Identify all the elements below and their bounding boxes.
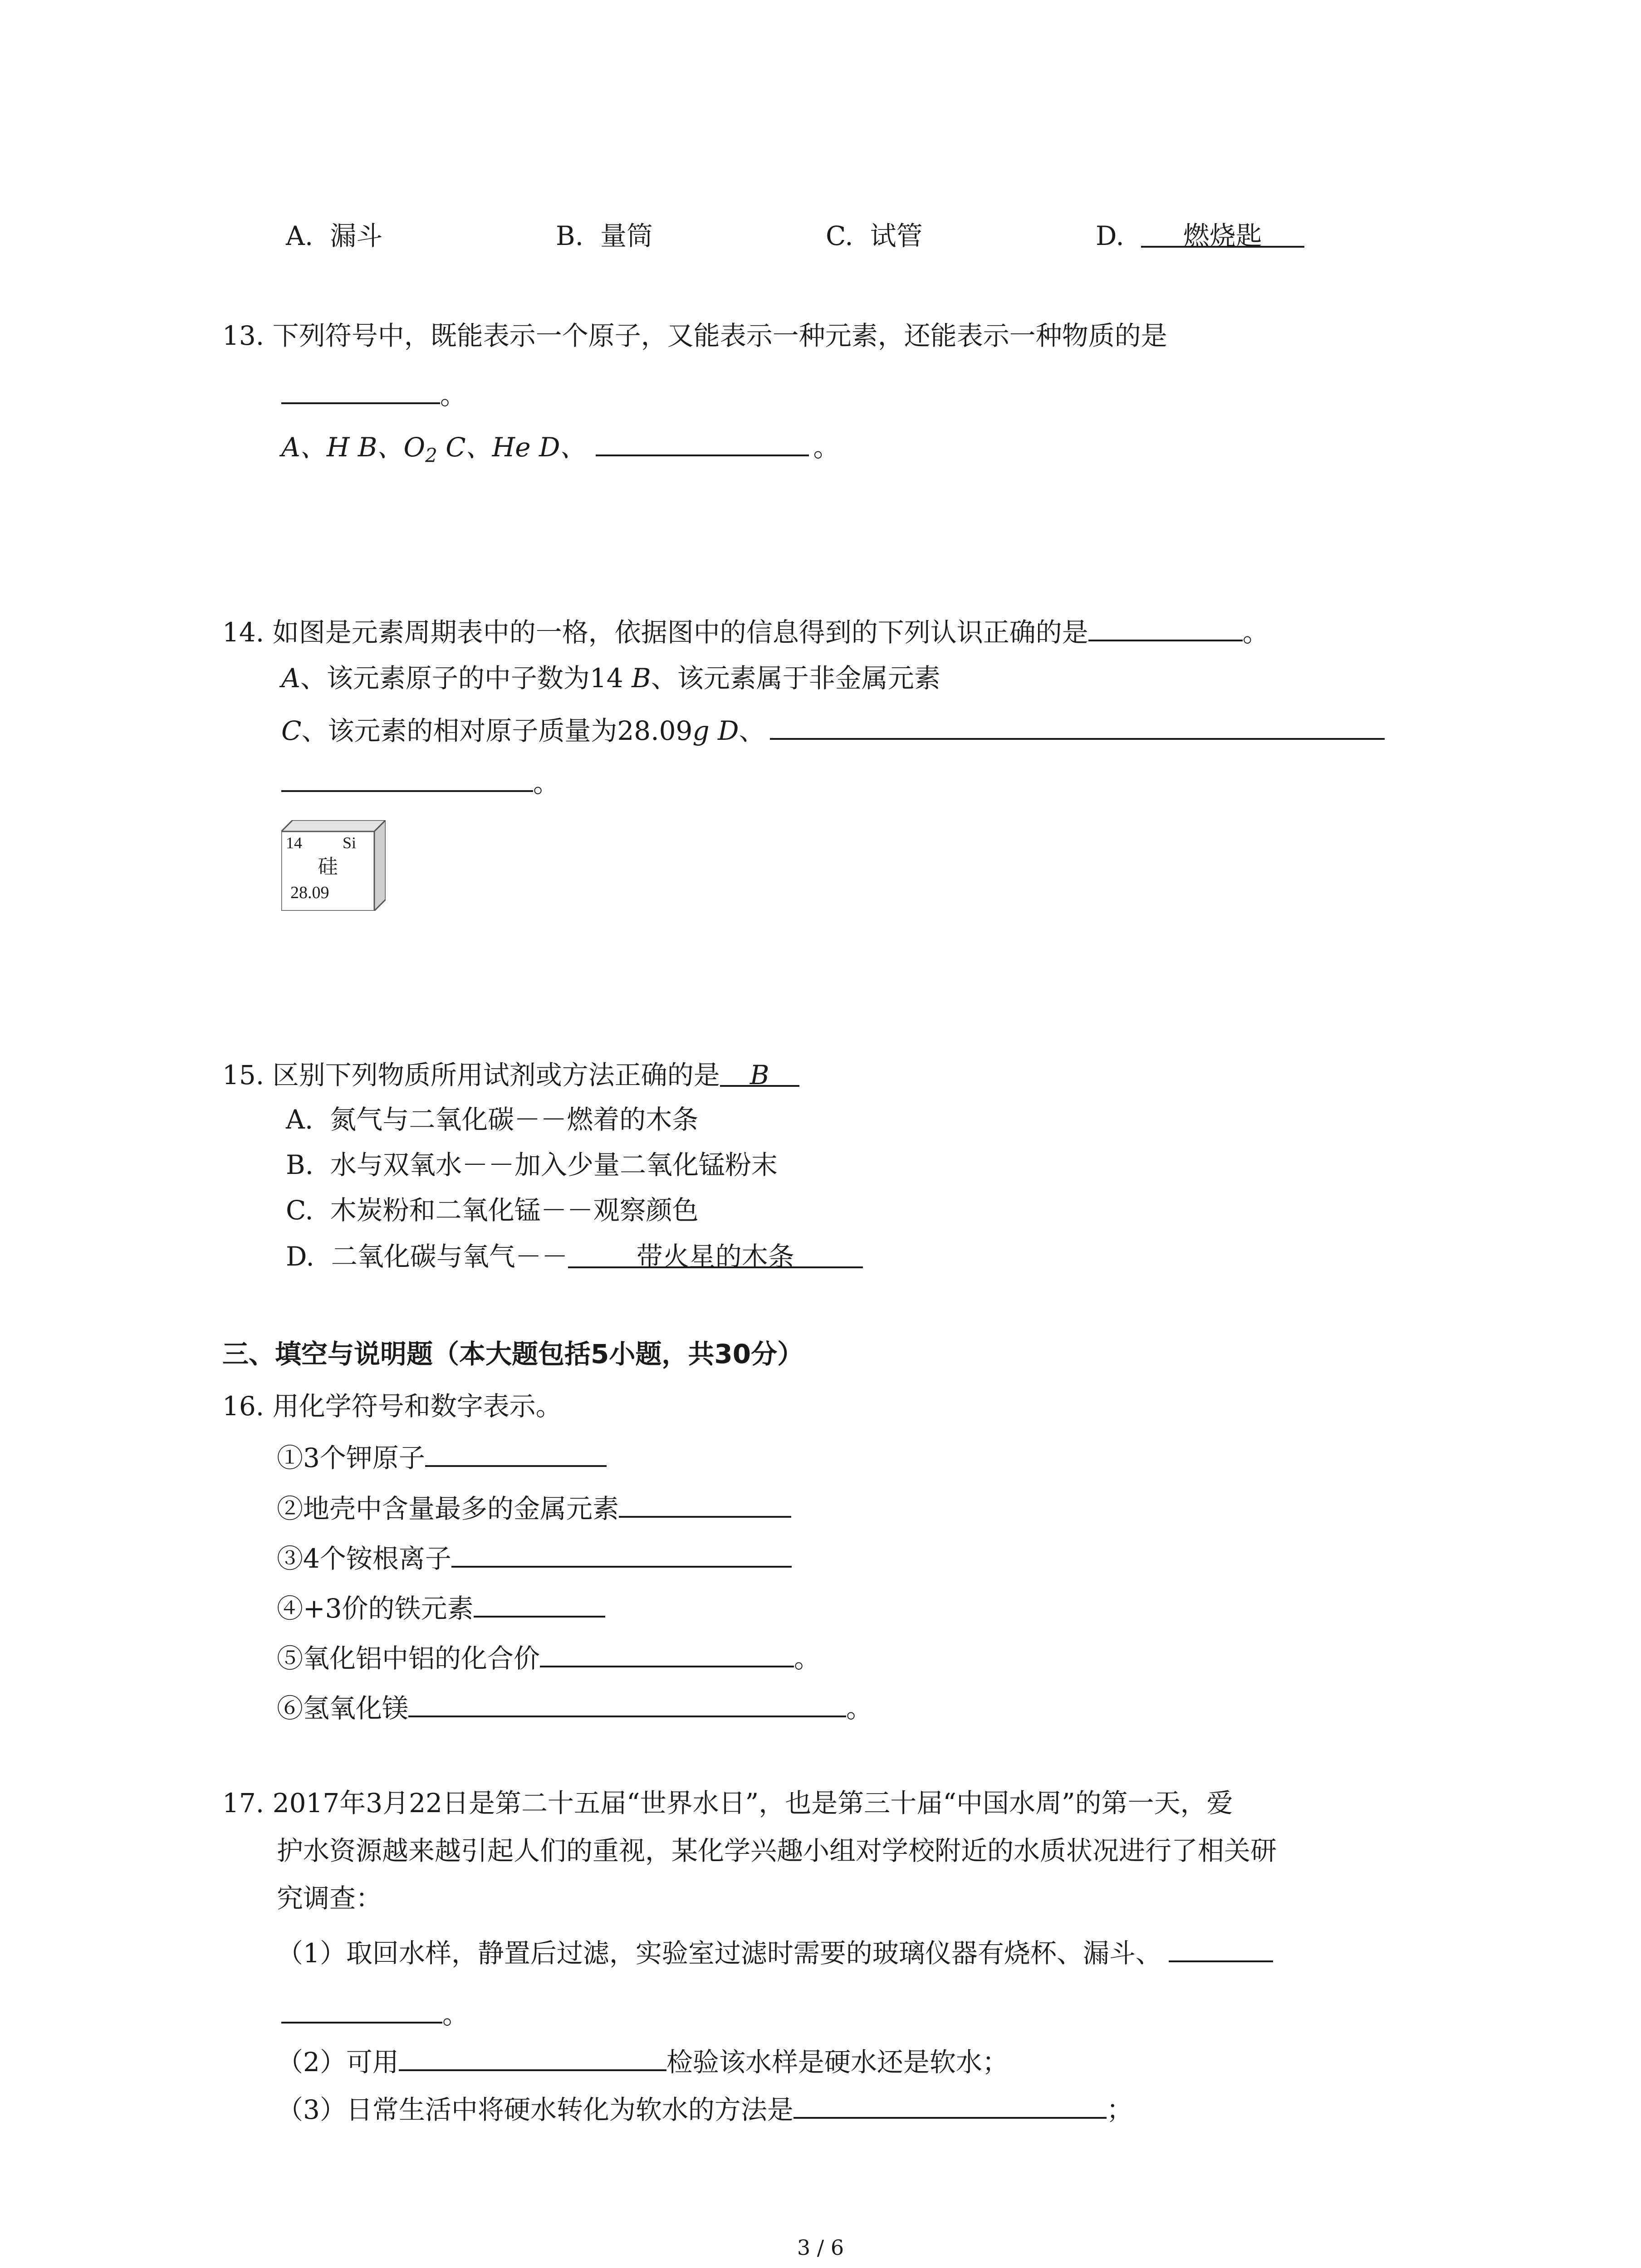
q17-stem-line-2: 护水资源越来越引起人们的重视，某化学兴趣小组对学校附近的水质状况进行了相关研	[277, 1835, 1277, 1866]
q16-item-2: ②地壳中含量最多的金属元素	[277, 1488, 791, 1527]
q16-item-1-blank[interactable]	[425, 1437, 607, 1467]
q14-options-ab: A、该元素原子的中子数为14 B、该元素属于非金属元素	[281, 663, 941, 694]
q12-answer-blank[interactable]: 燃烧匙	[1141, 218, 1304, 248]
q17-part-3-blank[interactable]	[794, 2089, 1107, 2119]
q13-answer-line: 。	[281, 374, 466, 413]
q17-part-2: （2）可用 检验该水样是硬水还是软水；	[277, 2041, 1009, 2080]
q16-item-4-blank[interactable]	[474, 1588, 605, 1618]
element-number: 14	[286, 834, 302, 852]
q12-option-b: B. 量筒	[556, 220, 653, 251]
q16-item-3: ③4个铵根离子	[277, 1538, 792, 1577]
q14-stem: 14. 如图是元素周期表中的一格，依据图中的信息得到的下列认识正确的是 。	[222, 611, 1269, 650]
element-mass: 28.09	[290, 883, 329, 902]
q14-option-d-blank-cont[interactable]	[281, 762, 533, 792]
q15-option-a: A. 氮气与二氧化碳－－燃着的木条	[286, 1104, 699, 1135]
q17-part-2-blank[interactable]	[399, 2041, 666, 2071]
q17-part-1-cont: 。	[281, 1994, 469, 2033]
q17-stem-line-1: 17. 2017年3月22日是第二十五届“世界水日”，也是第三十届“中国水周”的第一天，爱	[222, 1788, 1233, 1818]
q16-item-5: ⑤氧化铝中铝的化合价 。	[277, 1637, 820, 1677]
element-cell-figure	[281, 820, 386, 911]
q12-option-d: D. 燃烧匙	[1096, 218, 1304, 254]
q13-options: A、H B、$O_2$ C、He D、 。	[281, 426, 840, 474]
q15-option-d-blank[interactable]: 带火星的木条	[568, 1238, 863, 1268]
q17-stem-line-3: 究调查：	[277, 1883, 382, 1914]
q14-options-cd: C、该元素的相对原子质量为28.09g D、	[281, 710, 1385, 749]
q16-stem: 16. 用化学符号和数字表示。	[222, 1391, 562, 1422]
q16-item-6: ⑥氢氧化镁 。	[277, 1687, 872, 1726]
q14-option-d-cont: 。	[281, 762, 559, 801]
q13-answer-blank[interactable]	[281, 374, 440, 404]
element-symbol: Si	[343, 834, 357, 852]
q15-stem: 15. 区别下列物质所用试剂或方法正确的是 B	[222, 1057, 799, 1093]
q16-item-1: ①3个钾原子	[277, 1437, 607, 1476]
q17-part-1-blank[interactable]	[1169, 1932, 1273, 1962]
q17-part-3: （3）日常生活中将硬水转化为软水的方法是 ；	[277, 2089, 1133, 2128]
q15-option-d: D. 二氧化碳与氧气－－ 带火星的木条	[286, 1238, 863, 1275]
q16-item-6-blank[interactable]	[408, 1687, 846, 1717]
q16-item-4: ④+3价的铁元素	[277, 1588, 605, 1627]
q17-part-1-blank-cont[interactable]	[281, 1994, 442, 2024]
page-number: 3 / 6	[797, 2235, 844, 2260]
q17-part-1: （1）取回水样，静置后过滤，实验室过滤时需要的玻璃仪器有烧杯、漏斗、	[277, 1932, 1273, 1971]
q13-option-d-blank[interactable]	[596, 426, 809, 456]
q15-option-c: C. 木炭粉和二氧化锰－－观察颜色	[286, 1195, 699, 1226]
q12-option-a: A. 漏斗	[286, 220, 383, 251]
q16-item-2-blank[interactable]	[619, 1488, 791, 1518]
element-name: 硅	[318, 855, 338, 878]
q16-item-3-blank[interactable]	[451, 1538, 792, 1568]
q15-answer-blank[interactable]: B	[720, 1057, 799, 1087]
q15-option-b: B. 水与双氧水－－加入少量二氧化锰粉末	[286, 1149, 778, 1180]
q13-stem: 13. 下列符号中，既能表示一个原子，又能表示一种元素，还能表示一种物质的是	[222, 320, 1167, 351]
q14-option-d-blank[interactable]	[770, 710, 1385, 740]
q16-item-5-blank[interactable]	[540, 1637, 794, 1667]
q14-answer-blank[interactable]	[1088, 611, 1243, 641]
section-3-title: 三、填空与说明题（本大题包括5小题，共30分）	[222, 1339, 804, 1369]
q12-option-c: C. 试管	[826, 220, 923, 251]
